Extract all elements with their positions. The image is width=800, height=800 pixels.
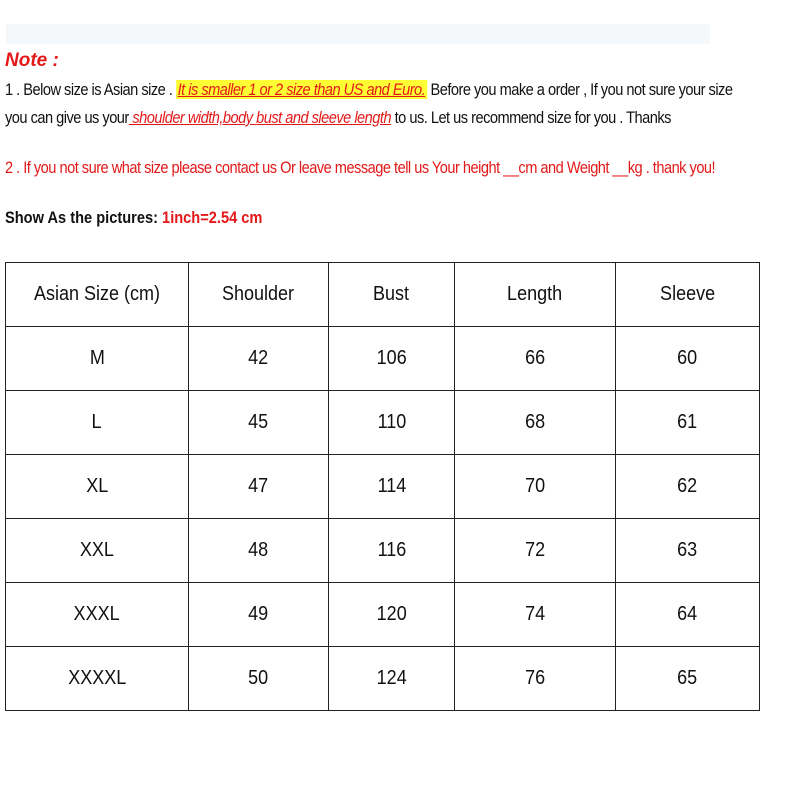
table-cell: M bbox=[6, 327, 189, 391]
show-pictures-line bbox=[5, 208, 262, 228]
table-cell: 49 bbox=[189, 583, 329, 647]
table-cell: 106 bbox=[329, 327, 455, 391]
table-cell: 114 bbox=[329, 455, 455, 519]
table-cell: 45 bbox=[189, 391, 329, 455]
table-cell: XXXXL bbox=[6, 647, 189, 711]
table-cell: 61 bbox=[616, 391, 760, 455]
table-row bbox=[6, 583, 760, 647]
note-title: Note : bbox=[5, 50, 59, 71]
table-cell: 60 bbox=[616, 327, 760, 391]
inch-conversion: 1inch=2.54 cm bbox=[162, 208, 263, 227]
table-cell: 47 bbox=[189, 455, 329, 519]
header-cell: Shoulder bbox=[189, 263, 329, 327]
note-line-2-end: to us. Let us recommend size for you . Thanks bbox=[391, 108, 671, 127]
note-line-2 bbox=[5, 108, 671, 128]
table-cell: L bbox=[6, 391, 189, 455]
size-warning-highlight: It is smaller 1 or 2 size than US and Euro. bbox=[177, 80, 426, 99]
table-cell: 65 bbox=[616, 647, 760, 711]
table-cell: XXL bbox=[6, 519, 189, 583]
table-cell: 66 bbox=[455, 327, 616, 391]
table-row bbox=[6, 455, 760, 519]
note-line-2-start: you can give us your bbox=[5, 108, 129, 127]
table-cell: 120 bbox=[329, 583, 455, 647]
note-line-1-start: 1 . Below size is Asian size . bbox=[5, 80, 176, 99]
table-cell: 62 bbox=[616, 455, 760, 519]
table-row bbox=[6, 391, 760, 455]
header-cell: Length bbox=[455, 263, 616, 327]
table-cell: XXXL bbox=[6, 583, 189, 647]
table-cell: XL bbox=[6, 455, 189, 519]
table-cell: 110 bbox=[329, 391, 455, 455]
show-label: Show As the pictures: bbox=[5, 208, 163, 227]
table-cell: 42 bbox=[189, 327, 329, 391]
table-cell: 63 bbox=[616, 519, 760, 583]
table-cell: 64 bbox=[616, 583, 760, 647]
measurements-request: shoulder width,body bust and sleeve length bbox=[128, 108, 392, 127]
header-cell: Sleeve bbox=[616, 263, 760, 327]
table-cell: 50 bbox=[189, 647, 329, 711]
table-row bbox=[6, 519, 760, 583]
table-cell: 116 bbox=[329, 519, 455, 583]
note-line-3: 2 . If you not sure what size please contact us Or leave message tell us Your height __cm and Weight __kg . thank you! bbox=[5, 158, 716, 177]
table-header-row bbox=[6, 263, 760, 327]
table-cell: 72 bbox=[455, 519, 616, 583]
note-line-1-end: Before you make a order , If you not sure your size bbox=[426, 80, 733, 99]
table-cell: 48 bbox=[189, 519, 329, 583]
table-cell: 70 bbox=[455, 455, 616, 519]
size-chart-table bbox=[5, 262, 760, 711]
table-cell: 124 bbox=[329, 647, 455, 711]
table-cell: 76 bbox=[455, 647, 616, 711]
note-line-1 bbox=[5, 80, 732, 100]
table-cell: 74 bbox=[455, 583, 616, 647]
table-cell: 68 bbox=[455, 391, 616, 455]
header-cell: Bust bbox=[329, 263, 455, 327]
table-row bbox=[6, 647, 760, 711]
header-cell: Asian Size (cm) bbox=[6, 263, 189, 327]
table-row bbox=[6, 327, 760, 391]
top-banner-strip bbox=[6, 24, 710, 44]
